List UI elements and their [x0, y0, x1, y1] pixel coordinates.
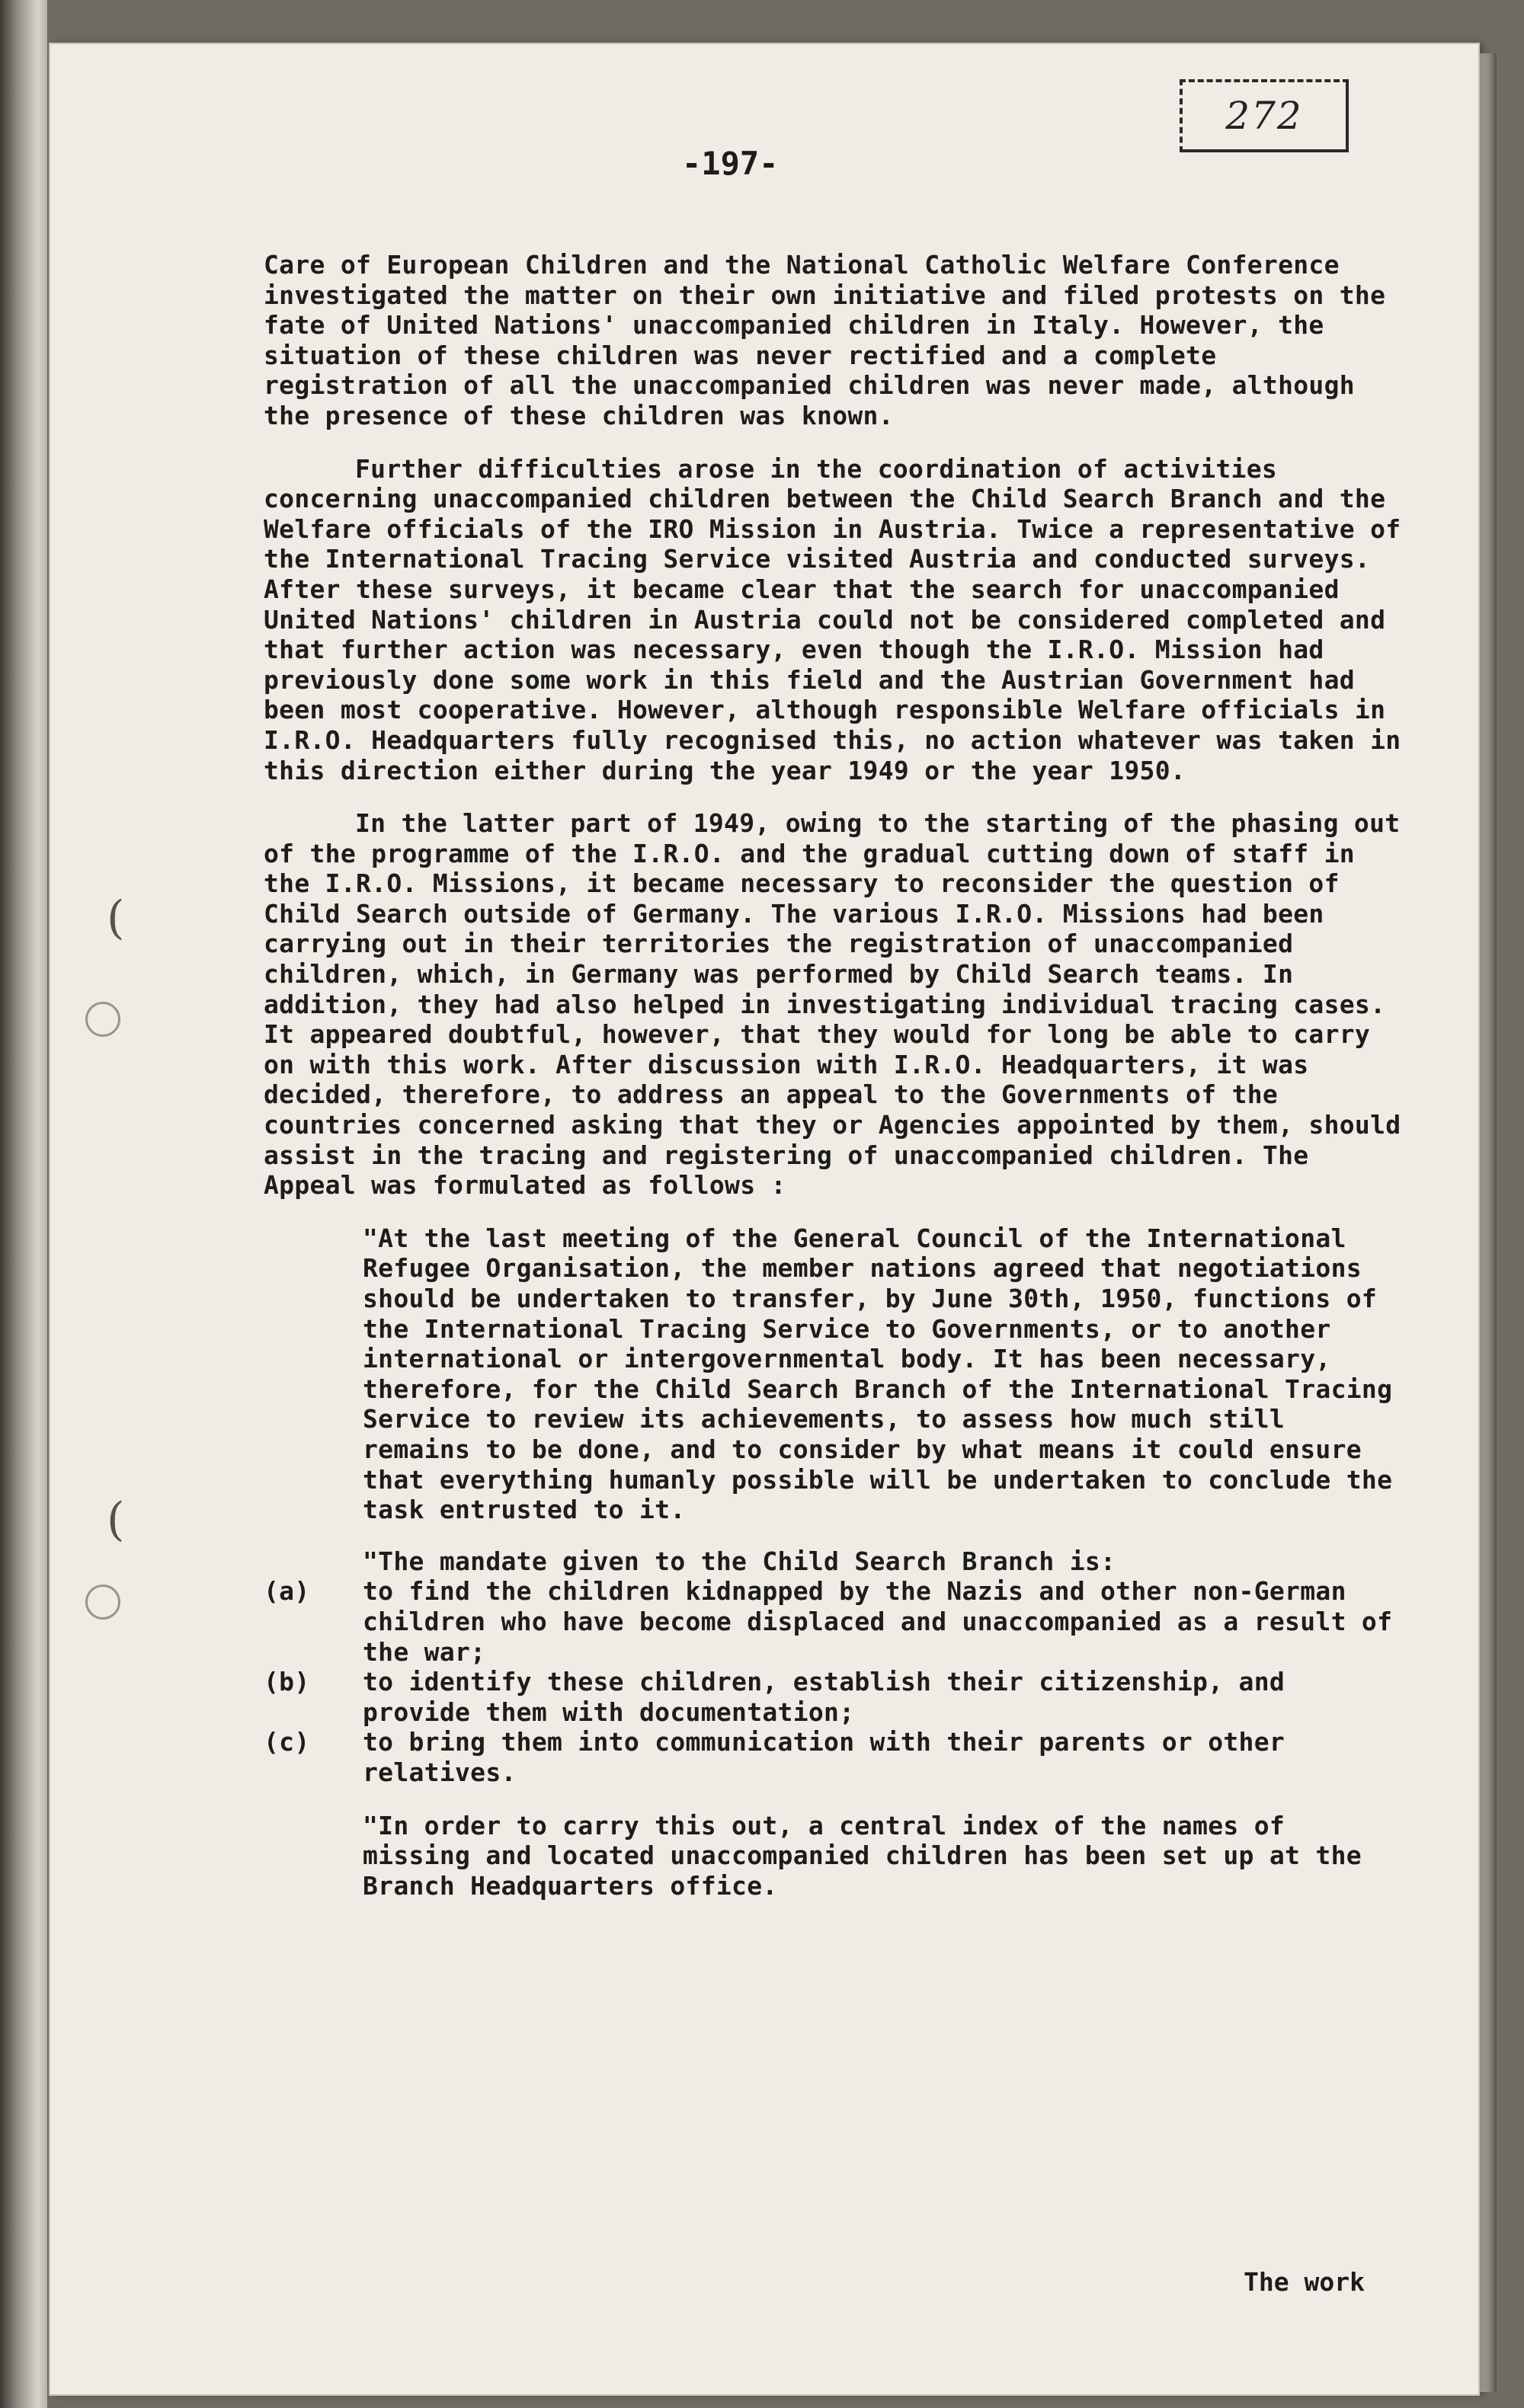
margin-mark: ( — [107, 1493, 125, 1546]
paragraph: Care of European Children and the National Catholic Welfare Conference investigated the matter on their own initiative and filed protests on the fate of United Nations' unaccompanied children in Italy. However, the situation of these children was never rectified and a complete registration of all the unaccompanied children was never made, although the presence of these children was known. — [264, 250, 1386, 430]
punch-hole — [85, 1585, 120, 1620]
item-marker: (b) — [264, 1667, 310, 1697]
page-number: -197- — [682, 145, 779, 182]
item-marker: (c) — [264, 1727, 310, 1757]
index-quote: "In order to carry this out, a central index of the names of missing and located unaccompanied children has been set up at the Branch Headquarters office. — [363, 1810, 1362, 1901]
item-text: to identify these children, establish their citizenship, and provide them with documentation; — [363, 1667, 1285, 1727]
mandate-block — [264, 1546, 1407, 1788]
appeal-quote: "At the last meeting of the General Council of the International Refugee Organisation, the member nations agreed that negotiations should be undertaken to transfer, by June 30th, 1950, functions of the International Tracing Service to Governments, or to another international or intergovernmental body. It has been necessary, therefore, for the Child Search Branch of the International Tracing Service to review its achievements, to assess how much still remains to be done, and to consider by what means it could ensure that everything humanly possible will be undertaken to conclude the task entrusted to it. — [363, 1223, 1393, 1525]
paragraph: In the latter part of 1949, owing to the starting of the phasing out of the programme of the I.R.O. and the gradual cutting down of staff in the I.R.O. Missions, it became necessary to reconsider the question of Child Search outside of Germany. The various I.R.O. Missions had been carrying out in their territories the registration of unaccompanied children, which, in Germany was performed by Child Search teams. In addition, they had also helped in investigating individual tracing cases. It appeared doubtful, however, that they would for long be able to carry on with this work. After discussion with I.R.O. Headquarters, it was decided, therefore, to address an appeal to the Governments of the countries concerned asking that they or Agencies appointed by them, should assist in the tracing and registering of unaccompanied children. The Appeal was formulated as follows : — [264, 808, 1401, 1201]
catchword: The work — [1244, 2267, 1365, 2297]
item-marker: (a) — [264, 1576, 310, 1607]
document-body — [264, 250, 1407, 1922]
paragraph: Further difficulties arose in the coordination of activities concerning unaccompanied children between the Child Search Branch and the Welfare officials of the IRO Mission in Austria. Twice a representative of the International Tracing Service visited Austria and conducted surveys. After these surveys, it became clear that the search for unaccompanied United Nations' children in Austria could not be considered completed and that further action was necessary, even though the I.R.O. Mission had previously done some work in this field and the Austrian Government had been most cooperative. However, although responsible Welfare officials in I.R.O. Headquarters fully recognised this, no action whatever was taken in this direction either during the year 1949 or the year 1950. — [264, 453, 1401, 785]
folio-number: 272 — [1225, 94, 1303, 138]
punch-hole — [85, 1002, 120, 1037]
mandate-item — [264, 1576, 1407, 1667]
mandate-item — [264, 1667, 1407, 1727]
mandate-intro: "The mandate given to the Child Search Branch is: — [363, 1546, 1116, 1576]
page-edge-strip — [1478, 53, 1497, 2392]
item-text: to find the children kidnapped by the Nazis and other non-German children who have become displaced and unaccompanied as a result of the war; — [363, 1576, 1393, 1667]
folio-stamp — [1180, 79, 1349, 152]
binder-edge — [0, 0, 47, 2408]
margin-mark: ( — [107, 891, 125, 945]
mandate-item — [264, 1727, 1407, 1787]
item-text: to bring them into communication with their parents or other relatives. — [363, 1727, 1285, 1787]
